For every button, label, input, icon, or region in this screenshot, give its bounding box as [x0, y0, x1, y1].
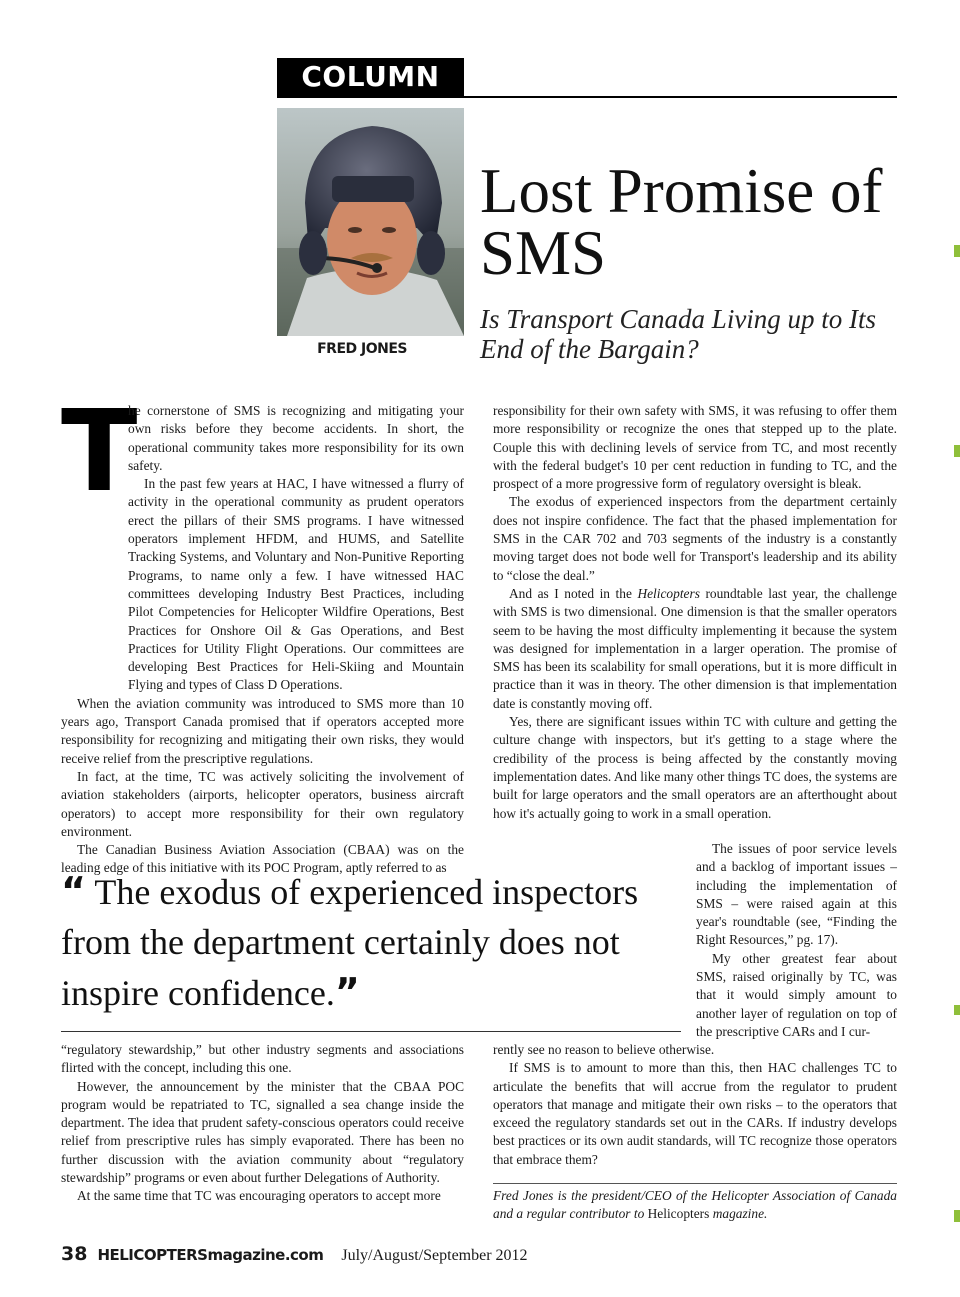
- author-bio: [493, 1187, 897, 1224]
- article-title: Lost Promise of SMS: [480, 156, 883, 288]
- paragraph: At the same time that TC was encouraging operators to accept more: [77, 1188, 441, 1204]
- paragraph: rently see no reason to believe otherwise.: [493, 1042, 715, 1057]
- paragraph: However, the announcement by the minister that the CBAA POC program would be repatriated to TC, signalled a sea change inside the department. The idea that prudent safety-conscious operators could receive relief from prescriptive rules has simply evaporated. There has been no further discussion with the aviation community about “regulatory stewardship” programs or even about further Delegations of Authority.: [61, 1078, 464, 1186]
- magazine-name: Helicopters: [637, 585, 700, 601]
- article-subtitle: Is Transport Canada Living up to Its End of the Bargain?: [480, 304, 877, 364]
- edge-mark: [954, 1210, 960, 1222]
- paragraph: When the aviation community was introduced to SMS more than 10 years ago, Transport Canada promised that if operators accepted more responsibility for recognizing and mitigating their own risks, they would receive relief from the prescriptive regulations.: [61, 695, 464, 766]
- page-footer: [61, 1243, 561, 1265]
- edge-mark: [954, 245, 960, 257]
- section-label: COLUMN: [277, 58, 464, 96]
- issue-date: July/August/September 2012: [341, 1247, 528, 1264]
- pull-quote: [61, 866, 681, 1018]
- open-quote-mark: “: [61, 869, 86, 913]
- author-photo: [277, 108, 464, 336]
- right-column-bottom: [493, 1041, 897, 1169]
- drop-cap: T: [61, 387, 138, 517]
- paragraph: The exodus of experienced inspectors from the department certainly does not inspire confidence. The fact that the phased implementation for SMS in the CAR 702 and 703 segments of the industry is a constantly moving target does not bode well for Transport's leadership and its ability to “close the deal.”: [493, 494, 897, 583]
- magazine-website: HELICOPTERSmagazine.com: [97, 1246, 324, 1264]
- edge-mark: [954, 445, 960, 457]
- paragraph-text: And as I noted in the: [509, 585, 638, 601]
- pull-quote-rule: [61, 1031, 681, 1032]
- paragraph: he cornerstone of SMS is recognizing and mitigating your own risks before they become accidents. In short, the operational community takes more responsibility for its own safety.: [128, 403, 464, 473]
- paragraph: My other greatest fear about SMS, raised originally by TC, was that it would simply amount to another layer of regulation on top of the prescriptive CARs and I cur-: [696, 950, 897, 1039]
- right-column-narrow: [696, 840, 897, 1041]
- paragraph: In fact, at the time, TC was actively soliciting the involvement of aviation stakeholders (airports, helicopter operators, business aircraft operators) to accept more responsibility for their own regulatory environment.: [61, 768, 464, 839]
- paragraph-text: roundtable last year, the challenge with SMS is two dimensional. One dimension is that the smaller operators seem to be having the most difficulty implementing it because the system was designed for implementation in a larger operation. The promise of SMS has been its scalability for small operations, but it is more difficult in practice than it was in theory. The other dimension is that implementation date is constantly moving off.: [493, 585, 897, 711]
- close-quote-mark: ”: [334, 970, 360, 1014]
- bio-text: magazine.: [709, 1206, 768, 1222]
- paragraph: If SMS is to amount to more than this, then HAC challenges TC to articulate the benefits that will accrue from the regulator to prudent operators that manage and mitigate their own risks – to the operators that exceed the regulatory standards set out in the CARs. If industry develops best practices or its own audit standards, will TC recognize those operators that embrace them?: [493, 1060, 897, 1167]
- left-column-top: [61, 387, 464, 878]
- edge-mark: [954, 1005, 960, 1015]
- paragraph: The issues of poor service levels and a backlog of important issues – including the implementation of SMS – were raised again at this year's roundtable (see, “Finding the Right Resources,” pg. 17).: [696, 841, 897, 948]
- paragraph: [128, 475, 464, 695]
- author-caption: FRED JONES: [317, 341, 407, 357]
- paragraph: The Canadian Business Aviation Association (CBAA) was on the leading edge of this initiative with its POC Program, aptly referred to as: [61, 842, 464, 876]
- paragraph: Yes, there are significant issues within TC with culture and getting the culture change with inspectors, but it's getting to a stage where the credibility of the process is being affected by the constantly moving implementation dates. And like many other things TC does, the systems are built for large operators and the small operators are an afterthought about how it's actually going to work in a small operation.: [493, 714, 898, 821]
- right-column-top: [493, 402, 897, 823]
- page-number: 38: [61, 1243, 88, 1265]
- paragraph: responsibility for their own safety with SMS, it was refusing to offer them more responsibility or recognize the ones that stepped up to the plate. Couple this with declining levels of service from TC, and most recently with the federal budget's 10 per cent reduction in funding to TC, and the prospect of a more progressive form of regulatory oversight is bleak.: [493, 403, 897, 492]
- bio-rule: [493, 1183, 897, 1184]
- pull-quote-text: The exodus of experienced inspectors from the department certainly does not inspire confidence.: [61, 872, 639, 1013]
- left-column-bottom: [61, 1041, 464, 1206]
- paragraph: “regulatory stewardship,” but other industry segments and associations flirted with the concept, including this one.: [61, 1042, 464, 1076]
- bio-text: Fred Jones is the president/CEO of the Helicopter Association of Canada and a regular contributor to: [493, 1188, 897, 1222]
- paragraph-text: In the past few years at HAC, I have witnessed a flurry of activity in the operational community as prudent operators erect the pillars of their SMS programs. I have witnessed operators implement HFDM, and HUMS, and Satellite Tracking Systems, and Voluntary and Non-Punitive Reporting Programs, to name only a few. I have witnessed HAC committees developing Industry Best Practices, including Pilot Competencies for Helicopter Wildfire Operations, Best Practices for Onshore Oil & Gas Operations, and Best Practices for Utility Flight Operations. Our committees are developing Best Practices for Heli-Skiing and Mountain Flying and types of Class D Operations.: [128, 476, 464, 693]
- paragraph: [493, 585, 897, 713]
- header-rule: [277, 96, 897, 98]
- bio-magazine-name: Helicopters: [647, 1206, 710, 1222]
